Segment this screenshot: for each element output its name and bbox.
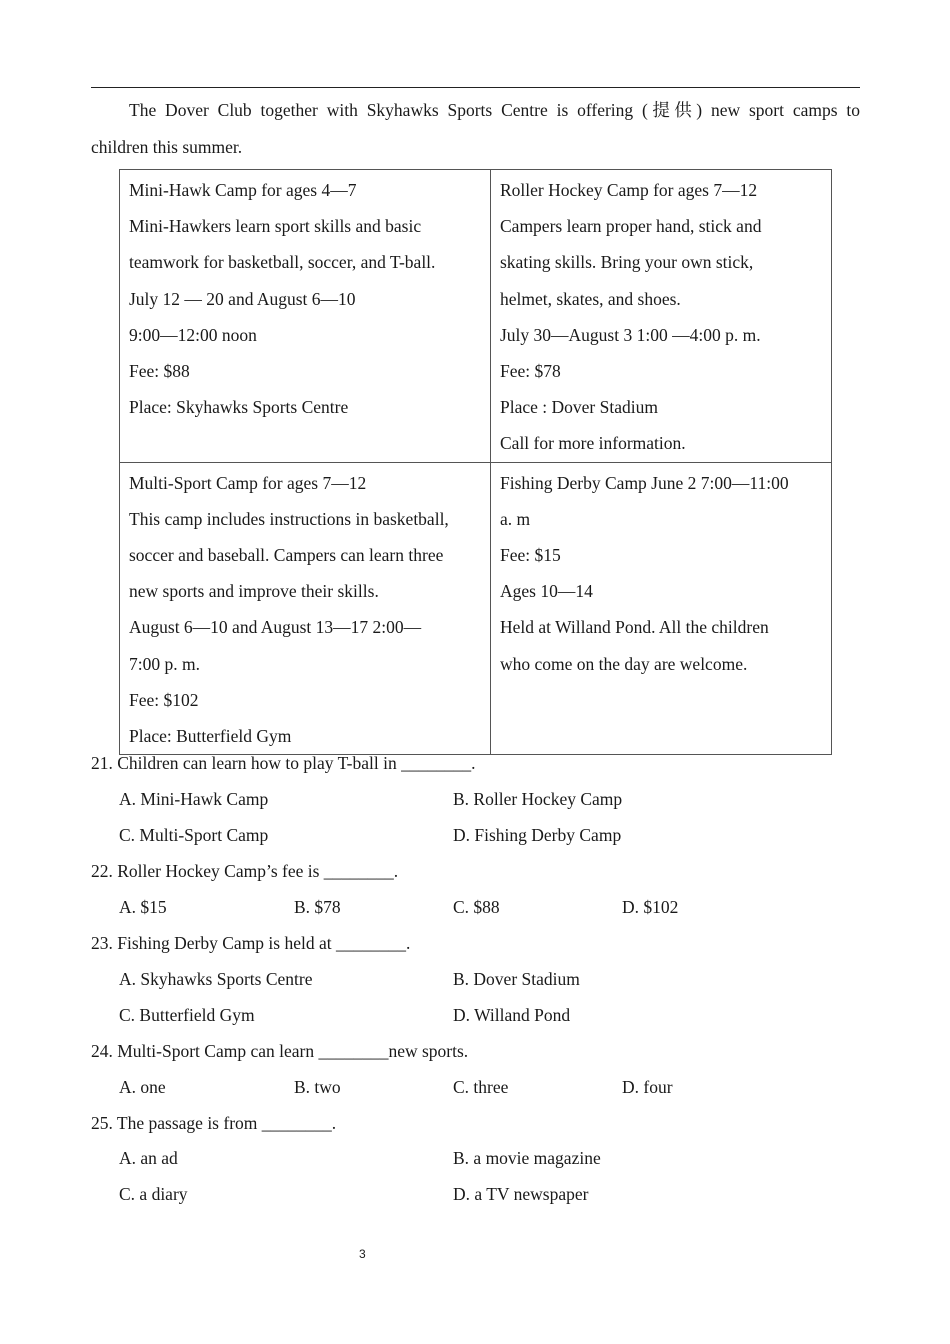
intro-line-2: children this summer. (91, 137, 243, 157)
cell-line: who come on the day are welcome. (500, 653, 748, 674)
q24-option-a[interactable]: A. one (119, 1077, 166, 1097)
roller-hockey-camp-cell (491, 170, 832, 463)
cell-line: August 6—10 and August 13—17 2:00— (129, 617, 422, 638)
q25-option-c[interactable]: C. a diary (119, 1184, 188, 1204)
q23-option-c[interactable]: C. Butterfield Gym (119, 1005, 255, 1025)
cell-line: Ages 10—14 (500, 581, 593, 602)
cell-line: July 12 — 20 and August 6—10 (129, 288, 356, 309)
q24-option-b[interactable]: B. two (294, 1077, 341, 1097)
cell-line: Mini-Hawkers learn sport skills and basic (129, 216, 422, 237)
cell-line: July 30—August 3 1:00 —4:00 p. m. (500, 324, 761, 345)
cell-line: 7:00 p. m. (129, 653, 200, 674)
question-21: 21. Children can learn how to play T-ball in ________. (91, 753, 476, 773)
q21-option-c[interactable]: C. Multi-Sport Camp (119, 825, 269, 845)
cell-line: This camp includes instructions in basketball, (129, 508, 449, 529)
question-25: 25. The passage is from ________. (91, 1113, 337, 1133)
cell-line: Fee: $88 (129, 361, 190, 382)
q23-option-b[interactable]: B. Dover Stadium (453, 969, 580, 989)
cell-line: soccer and baseball. Campers can learn three (129, 545, 444, 566)
cell-line: helmet, skates, and shoes. (500, 288, 681, 309)
question-24: 24. Multi-Sport Camp can learn ________new sports. (91, 1041, 469, 1061)
fishing-derby-camp-cell (491, 462, 832, 755)
cell-line: Fee: $15 (500, 545, 561, 566)
q25-option-d[interactable]: D. a TV newspaper (453, 1184, 589, 1204)
camps-table (119, 169, 832, 755)
header-rule (91, 87, 860, 88)
q22-option-c[interactable]: C. $88 (453, 897, 500, 917)
cell-line: Held at Willand Pond. All the children (500, 617, 769, 638)
intro-paragraph (91, 92, 860, 166)
cell-line: Call for more information. (500, 433, 686, 454)
multi-sport-camp-cell (120, 462, 491, 755)
cell-line: teamwork for basketball, soccer, and T-ball. (129, 252, 436, 273)
cell-line: Fee: $78 (500, 361, 561, 382)
q23-option-d[interactable]: D. Willand Pond (453, 1005, 571, 1025)
question-22: 22. Roller Hockey Camp’s fee is ________. (91, 861, 399, 881)
q22-option-a[interactable]: A. $15 (119, 897, 167, 917)
cell-line: Fee: $102 (129, 689, 199, 710)
q25-option-a[interactable]: A. an ad (119, 1148, 178, 1168)
q21-option-b[interactable]: B. Roller Hockey Camp (453, 789, 623, 809)
intro-line-1: The Dover Club together with Skyhawks Sports Centre is offering (提供) new sport camps to (129, 100, 860, 120)
cell-line: 9:00—12:00 noon (129, 324, 257, 345)
page-number: 3 (359, 1247, 366, 1261)
mini-hawk-camp-cell (120, 170, 491, 463)
q21-option-d[interactable]: D. Fishing Derby Camp (453, 825, 622, 845)
q21-option-a[interactable]: A. Mini-Hawk Camp (119, 789, 269, 809)
q23-option-a[interactable]: A. Skyhawks Sports Centre (119, 969, 313, 989)
q22-option-d[interactable]: D. $102 (622, 897, 679, 917)
cell-line: Place: Skyhawks Sports Centre (129, 397, 349, 418)
q25-option-b[interactable]: B. a movie magazine (453, 1148, 601, 1168)
cell-line: Fishing Derby Camp June 2 7:00—11:00 (500, 472, 789, 493)
cell-line: Place : Dover Stadium (500, 397, 658, 418)
cell-line: Campers learn proper hand, stick and (500, 216, 762, 237)
q22-option-b[interactable]: B. $78 (294, 897, 341, 917)
cell-line: Roller Hockey Camp for ages 7—12 (500, 180, 758, 200)
cell-line: Multi-Sport Camp for ages 7—12 (129, 472, 367, 493)
question-23: 23. Fishing Derby Camp is held at ________. (91, 933, 411, 953)
cell-line: Place: Butterfield Gym (129, 726, 292, 747)
q24-option-d[interactable]: D. four (622, 1077, 673, 1097)
cell-line: skating skills. Bring your own stick, (500, 252, 754, 273)
q24-option-c[interactable]: C. three (453, 1077, 509, 1097)
cell-line: a. m (500, 508, 531, 529)
cell-line: new sports and improve their skills. (129, 581, 379, 602)
cell-line: Mini-Hawk Camp for ages 4—7 (129, 180, 357, 200)
